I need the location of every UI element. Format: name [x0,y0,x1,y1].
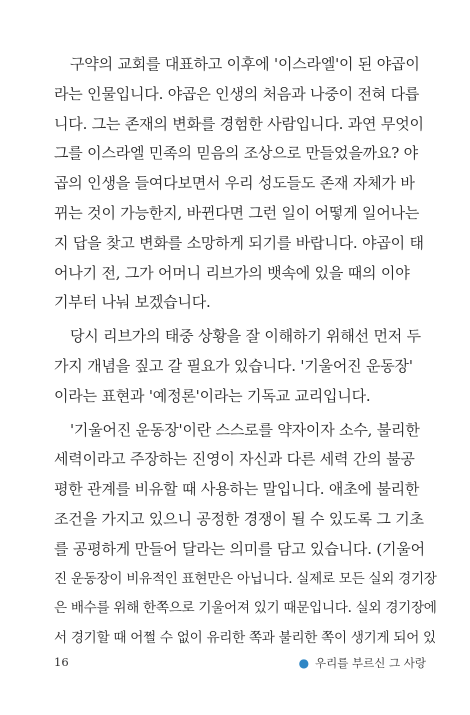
text-line: 서 경기할 때 어쩔 수 없이 유리한 쪽과 불리한 쪽이 생기게 되어 있 [54,630,436,647]
text-line: 니다. 그는 존재의 변화를 경험한 사람입니다. 과연 무엇이 [54,114,424,133]
text-line: '기울어진 운동장'이란 스스로를 약자이자 소수, 불리한 [70,420,420,439]
text-line: 가지 개념을 짚고 갈 필요가 있습니다. '기울어진 운동장' [54,356,413,375]
text-line: 이라는 표현과 '예정론'이라는 기독교 교리입니다. [54,386,371,405]
text-line: 기부터 나눠 보겠습니다. [54,293,211,312]
page-number: 16 [54,655,69,669]
text-line: 은 배수를 위해 한쪽으로 기울어져 있기 때문입니다. 실외 경기장에 [54,600,437,617]
text-line: 곱의 인생을 들여다보면서 우리 성도들도 존재 자체가 바 [54,174,415,193]
text-line: 를 공평하게 만들어 달라는 의미를 담고 있습니다. (기울어 [54,539,425,558]
text-line: 지 답을 찾고 변화를 소망하게 되기를 바랍니다. 야곱이 태 [54,233,424,252]
body-text [54,50,437,654]
bullet-icon: ● [298,656,310,670]
text-line: 그를 이스라엘 민족의 믿음의 조상으로 만들었을까요? 야 [54,144,418,163]
text-line: 진 운동장이 비유적인 표현만은 아닙니다. 실제로 모든 실외 경기장 [54,570,437,587]
text-line: 평한 관계를 비유할 때 사용하는 말입니다. 애초에 불리한 [54,480,420,499]
running-title [299,655,426,671]
text-line: 라는 인물입니다. 야곱은 인생의 처음과 나중이 전혀 다릅 [54,84,420,103]
text-line: 당시 리브가의 태중 상황을 잘 이해하기 위해선 먼저 두 [70,327,421,346]
text-line: 구약의 교회를 대표하고 이후에 '이스라엘'이 된 야곱이 [70,55,420,73]
running-title-text: 우리를 부르신 그 사랑 [315,656,426,670]
text-line: 세력이라고 주장하는 진영이 자신과 다른 세력 간의 불공 [54,450,415,469]
text-line: 뀌는 것이 가능한지, 바뀐다면 그런 일이 어떻게 일어나는 [54,203,420,222]
text-line: 어나기 전, 그가 어머니 리브가의 뱃속에 있을 때의 이야 [54,263,410,282]
text-line: 조건을 가지고 있으니 공정한 경쟁이 될 수 있도록 그 기초 [54,509,424,528]
